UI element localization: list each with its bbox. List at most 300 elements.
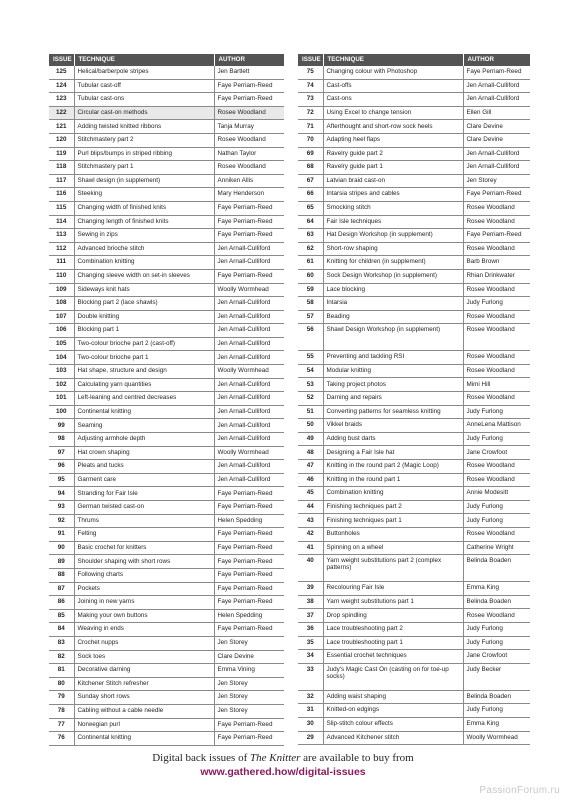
- issue-cell: 75: [298, 66, 323, 79]
- issue-cell: 94: [49, 487, 74, 501]
- author-cell: Rosee Woodland: [463, 310, 530, 324]
- author-cell: Faye Perriam-Reed: [214, 596, 284, 610]
- issue-cell: 35: [298, 636, 323, 650]
- technique-cell: Knitting in the round part 2 (Magic Loop): [323, 460, 463, 474]
- technique-cell: Hat shape, structure and design: [74, 365, 214, 379]
- issue-cell: 52: [298, 392, 323, 406]
- author-cell: Faye Perriam-Reed: [214, 93, 284, 107]
- issue-header: ISSUE: [298, 54, 323, 66]
- table-row: [49, 433, 284, 447]
- technique-cell: Latvian braid cast-on: [323, 174, 463, 188]
- author-cell: Faye Perriam-Reed: [214, 215, 284, 229]
- issue-cell: 69: [298, 147, 323, 161]
- table-row: [49, 636, 284, 650]
- table-row: [298, 595, 530, 609]
- issue-cell: 97: [49, 446, 74, 460]
- author-cell: Rosee Woodland: [463, 473, 530, 487]
- technique-cell: Converting patterns for seamless knitting: [323, 405, 463, 419]
- author-cell: Emma Vining: [214, 664, 284, 678]
- technique-cell: Blocking part 1: [74, 324, 214, 338]
- issue-cell: 79: [49, 691, 74, 705]
- author-cell: Belinda Boaden: [463, 595, 530, 609]
- issue-cell: 101: [49, 392, 74, 406]
- technique-cell: Slip-stitch colour effects: [323, 717, 463, 731]
- author-cell: Faye Perriam-Reed: [214, 541, 284, 555]
- table-row: [298, 364, 530, 378]
- table-row: [49, 691, 284, 705]
- technique-cell: Combination knitting: [323, 487, 463, 501]
- issue-cell: 45: [298, 487, 323, 501]
- issue-cell: 107: [49, 310, 74, 324]
- table-row: [298, 324, 530, 351]
- issue-cell: 80: [49, 677, 74, 691]
- author-cell: Faye Perriam-Reed: [463, 66, 530, 79]
- author-cell: Jen Arnall-Culliford: [214, 433, 284, 447]
- technique-cell: Basic crochet for knitters: [74, 541, 214, 555]
- issue-cell: 84: [49, 623, 74, 637]
- index-table-left-body: [49, 66, 284, 745]
- issue-cell: 70: [298, 133, 323, 147]
- issue-cell: 37: [298, 609, 323, 623]
- author-cell: AnneLena Mattison: [463, 419, 530, 433]
- author-cell: Faye Perriam-Reed: [214, 229, 284, 243]
- author-cell: Rosee Woodland: [463, 351, 530, 365]
- author-cell: Jen Arnall-Culliford: [214, 419, 284, 433]
- issue-cell: 40: [298, 555, 323, 582]
- index-table-right: [298, 54, 530, 745]
- table-row: [49, 188, 284, 202]
- issue-cell: 47: [298, 460, 323, 474]
- table-row: [49, 419, 284, 433]
- table-row: [49, 215, 284, 229]
- author-header: AUTHOR: [463, 54, 530, 66]
- technique-cell: Tubular cast-off: [74, 79, 214, 93]
- issue-cell: 99: [49, 419, 74, 433]
- issue-cell: 119: [49, 147, 74, 161]
- technique-cell: Essential crochet techniques: [323, 650, 463, 664]
- table-row: [298, 473, 530, 487]
- table-row: [298, 663, 530, 690]
- issue-cell: 86: [49, 596, 74, 610]
- technique-cell: Recolouring Fair Isle: [323, 582, 463, 596]
- issue-cell: 93: [49, 501, 74, 515]
- author-cell: Judy Furlong: [463, 704, 530, 718]
- technique-cell: Continental knitting: [74, 732, 214, 746]
- table-row: [298, 704, 530, 718]
- author-cell: Rosee Woodland: [214, 133, 284, 147]
- issue-cell: 32: [298, 690, 323, 704]
- issue-cell: 109: [49, 283, 74, 297]
- issue-cell: 30: [298, 717, 323, 731]
- technique-cell: Darning and repairs: [323, 392, 463, 406]
- author-cell: Faye Perriam-Reed: [214, 718, 284, 732]
- table-row: [298, 174, 530, 188]
- issue-cell: 72: [298, 106, 323, 120]
- table-row: [298, 351, 530, 365]
- issue-cell: 89: [49, 555, 74, 569]
- author-cell: Faye Perriam-Reed: [214, 487, 284, 501]
- author-cell: Belinda Boaden: [463, 690, 530, 704]
- table-row: [49, 732, 284, 746]
- author-cell: Rosee Woodland: [463, 283, 530, 297]
- technique-cell: Short-row shaping: [323, 242, 463, 256]
- author-cell: Jen Arnall-Culliford: [214, 297, 284, 311]
- issue-cell: 74: [298, 79, 323, 93]
- technique-cell: Crochet nupps: [74, 636, 214, 650]
- table-row: [298, 446, 530, 460]
- technique-cell: Spinning on a wheel: [323, 541, 463, 555]
- table-header-row: [49, 54, 284, 66]
- index-table-right-body: [298, 66, 530, 745]
- technique-cell: Sideways knit hats: [74, 283, 214, 297]
- table-row: [49, 664, 284, 678]
- author-cell: Woolly Wormhead: [214, 446, 284, 460]
- issue-cell: 120: [49, 133, 74, 147]
- table-row: [298, 66, 530, 79]
- table-row: [298, 650, 530, 664]
- technique-cell: Kitchener Stitch refresher: [74, 677, 214, 691]
- technique-cell: Intarsia stripes and cables: [323, 188, 463, 202]
- issue-cell: 112: [49, 242, 74, 256]
- issue-cell: 61: [298, 256, 323, 270]
- technique-cell: Cabling without a cable needle: [74, 704, 214, 718]
- table-row: [49, 378, 284, 392]
- table-row: [298, 229, 530, 243]
- technique-cell: Adapting heel flaps: [323, 133, 463, 147]
- author-cell: Faye Perriam-Reed: [214, 732, 284, 746]
- author-cell: Jen Arnall-Culliford: [214, 460, 284, 474]
- magazine-title: The Knitter: [250, 752, 301, 764]
- issue-cell: 51: [298, 405, 323, 419]
- technique-cell: Changing colour with Photoshop: [323, 66, 463, 79]
- technique-cell: Taking project photos: [323, 378, 463, 392]
- issue-cell: 96: [49, 460, 74, 474]
- table-row: [298, 188, 530, 202]
- issue-cell: 104: [49, 351, 74, 365]
- issue-cell: 98: [49, 433, 74, 447]
- author-cell: Belinda Boaden: [463, 555, 530, 582]
- technique-cell: Norwegian purl: [74, 718, 214, 732]
- table-row: [298, 432, 530, 446]
- author-cell: Annie Modesitt: [463, 487, 530, 501]
- issue-cell: 66: [298, 188, 323, 202]
- table-row: [49, 365, 284, 379]
- issue-header: ISSUE: [49, 54, 74, 66]
- technique-cell: Lace blocking: [323, 283, 463, 297]
- author-cell: Judy Furlong: [463, 297, 530, 311]
- author-cell: Mimi Hill: [463, 378, 530, 392]
- issue-cell: 88: [49, 568, 74, 582]
- technique-cell: Buttonholes: [323, 528, 463, 542]
- table-row: [298, 93, 530, 107]
- table-row: [49, 106, 284, 120]
- issue-cell: 57: [298, 310, 323, 324]
- issue-cell: 124: [49, 79, 74, 93]
- author-cell: Judy Furlong: [463, 432, 530, 446]
- footer-note-suffix: are available to buy from: [300, 752, 414, 764]
- technique-cell: Modular knitting: [323, 364, 463, 378]
- table-row: [49, 310, 284, 324]
- author-cell: Woolly Wormhead: [214, 283, 284, 297]
- author-cell: Rhian Drinkwater: [463, 269, 530, 283]
- author-cell: Clare Devine: [463, 133, 530, 147]
- technique-cell: Hat crown shaping: [74, 446, 214, 460]
- author-cell: Jen Arnall-Culliford: [463, 79, 530, 93]
- technique-cell: Making your own buttons: [74, 609, 214, 623]
- technique-cell: Smocking stitch: [323, 201, 463, 215]
- author-cell: Rosee Woodland: [463, 460, 530, 474]
- table-row: [298, 690, 530, 704]
- issue-cell: 33: [298, 663, 323, 690]
- issue-cell: 31: [298, 704, 323, 718]
- table-row: [298, 201, 530, 215]
- author-cell: Jen Arnall-Culliford: [214, 310, 284, 324]
- technique-cell: Vikkel braids: [323, 419, 463, 433]
- issue-cell: 115: [49, 201, 74, 215]
- technique-cell: Changing sleeve width on set-in sleeves: [74, 269, 214, 283]
- technique-cell: Adding bust darts: [323, 432, 463, 446]
- index-table-left: [49, 54, 284, 746]
- issue-cell: 65: [298, 201, 323, 215]
- issue-cell: 76: [49, 732, 74, 746]
- author-cell: Rosee Woodland: [463, 201, 530, 215]
- table-row: [298, 269, 530, 283]
- issue-cell: 106: [49, 324, 74, 338]
- issue-cell: 55: [298, 351, 323, 365]
- technique-cell: Weaving in ends: [74, 623, 214, 637]
- table-row: [298, 514, 530, 528]
- technique-cell: Cast-offs: [323, 79, 463, 93]
- technique-cell: Yarn weight substitutions part 1: [323, 595, 463, 609]
- technique-cell: Drop spindling: [323, 609, 463, 623]
- table-row: [49, 161, 284, 175]
- technique-cell: Helical/barberpole stripes: [74, 66, 214, 79]
- table-row: [49, 147, 284, 161]
- issue-cell: 48: [298, 446, 323, 460]
- technique-cell: Preventing and tackling RSI: [323, 351, 463, 365]
- technique-cell: Pleats and tucks: [74, 460, 214, 474]
- author-cell: Rosee Woodland: [463, 215, 530, 229]
- table-row: [49, 351, 284, 365]
- footer-note: [0, 752, 566, 764]
- technique-cell: Pockets: [74, 582, 214, 596]
- technique-cell: Stitchmastery part 1: [74, 161, 214, 175]
- technique-cell: Changing length of finished knits: [74, 215, 214, 229]
- issue-cell: 54: [298, 364, 323, 378]
- table-row: [49, 568, 284, 582]
- technique-cell: Intarsia: [323, 297, 463, 311]
- technique-cell: Adding waist shaping: [323, 690, 463, 704]
- author-cell: Barb Brown: [463, 256, 530, 270]
- author-cell: Helen Spedding: [214, 514, 284, 528]
- table-row: [49, 392, 284, 406]
- technique-cell: Knitting for children (in supplement): [323, 256, 463, 270]
- technique-cell: Fair Isle techniques: [323, 215, 463, 229]
- author-cell: Faye Perriam-Reed: [214, 201, 284, 215]
- author-cell: Faye Perriam-Reed: [463, 188, 530, 202]
- table-row: [298, 622, 530, 636]
- issue-cell: 92: [49, 514, 74, 528]
- issue-cell: 64: [298, 215, 323, 229]
- technique-cell: Two-colour brioche part 1: [74, 351, 214, 365]
- table-row: [49, 405, 284, 419]
- author-cell: Clare Devine: [463, 120, 530, 134]
- table-row: [49, 555, 284, 569]
- issue-cell: 108: [49, 297, 74, 311]
- issue-cell: 121: [49, 120, 74, 134]
- issue-cell: 83: [49, 636, 74, 650]
- issue-cell: 41: [298, 541, 323, 555]
- table-row: [298, 717, 530, 731]
- author-cell: Emma King: [463, 582, 530, 596]
- table-row: [49, 514, 284, 528]
- author-cell: Faye Perriam-Reed: [214, 623, 284, 637]
- issue-cell: 105: [49, 337, 74, 351]
- technique-cell: Continental knitting: [74, 405, 214, 419]
- issue-cell: 46: [298, 473, 323, 487]
- author-cell: Jen Storey: [463, 174, 530, 188]
- author-cell: Rosee Woodland: [463, 364, 530, 378]
- technique-cell: Beading: [323, 310, 463, 324]
- table-row: [298, 147, 530, 161]
- table-row: [298, 161, 530, 175]
- table-row: [298, 79, 530, 93]
- technique-cell: Shoulder shaping with short rows: [74, 555, 214, 569]
- table-row: [49, 229, 284, 243]
- issue-cell: 50: [298, 419, 323, 433]
- author-cell: Rosee Woodland: [463, 242, 530, 256]
- table-row: [49, 609, 284, 623]
- author-cell: Rosee Woodland: [463, 324, 530, 351]
- author-cell: Catherine Wright: [463, 541, 530, 555]
- table-row: [298, 256, 530, 270]
- technique-cell: Afterthought and short-row sock heels: [323, 120, 463, 134]
- issue-cell: 123: [49, 93, 74, 107]
- issue-cell: 114: [49, 215, 74, 229]
- table-row: [49, 473, 284, 487]
- table-row: [49, 201, 284, 215]
- issue-cell: 78: [49, 704, 74, 718]
- table-row: [49, 174, 284, 188]
- issue-cell: 29: [298, 731, 323, 745]
- technique-cell: Changing width of finished knits: [74, 201, 214, 215]
- table-header-row: [298, 54, 530, 66]
- issue-cell: 56: [298, 324, 323, 351]
- technique-cell: Sock toes: [74, 650, 214, 664]
- technique-index: [49, 54, 530, 744]
- issue-cell: 87: [49, 582, 74, 596]
- technique-cell: Decorative darning: [74, 664, 214, 678]
- issue-cell: 95: [49, 473, 74, 487]
- table-row: [298, 582, 530, 596]
- table-row: [49, 541, 284, 555]
- table-row: [49, 337, 284, 351]
- technique-cell: Following charts: [74, 568, 214, 582]
- author-cell: Faye Perriam-Reed: [214, 582, 284, 596]
- author-cell: Jen Bartlett: [214, 66, 284, 79]
- table-row: [298, 460, 530, 474]
- technique-cell: Seaming: [74, 419, 214, 433]
- technique-cell: Advanced Kitchener stitch: [323, 731, 463, 745]
- author-cell: Judy Furlong: [463, 622, 530, 636]
- issue-cell: 63: [298, 229, 323, 243]
- issue-cell: 49: [298, 432, 323, 446]
- author-cell: Faye Perriam-Reed: [214, 568, 284, 582]
- technique-cell: Combination knitting: [74, 256, 214, 270]
- technique-cell: Sunday short rows: [74, 691, 214, 705]
- technique-cell: Cast-ons: [323, 93, 463, 107]
- table-row: [49, 582, 284, 596]
- table-row: [49, 133, 284, 147]
- technique-cell: Hat Design Workshop (in supplement): [323, 229, 463, 243]
- author-cell: Mary Henderson: [214, 188, 284, 202]
- issue-cell: 59: [298, 283, 323, 297]
- issue-cell: 122: [49, 106, 74, 120]
- technique-cell: Blocking part 2 (lace shawls): [74, 297, 214, 311]
- table-row: [49, 528, 284, 542]
- issue-cell: 60: [298, 269, 323, 283]
- technique-cell: Joining in new yarns: [74, 596, 214, 610]
- author-cell: Faye Perriam-Reed: [214, 501, 284, 515]
- technique-cell: Lace troubleshooting part 1: [323, 636, 463, 650]
- author-cell: Jen Arnall-Culliford: [214, 392, 284, 406]
- table-row: [298, 133, 530, 147]
- issue-cell: 117: [49, 174, 74, 188]
- table-row: [298, 120, 530, 134]
- author-cell: Jen Storey: [214, 636, 284, 650]
- digital-issues-link[interactable]: www.gathered.how/digital-issues: [200, 766, 366, 778]
- table-row: [298, 419, 530, 433]
- table-row: [49, 650, 284, 664]
- technique-cell: Shawl design (in supplement): [74, 174, 214, 188]
- issue-cell: 116: [49, 188, 74, 202]
- issue-cell: 125: [49, 66, 74, 79]
- issue-cell: 42: [298, 528, 323, 542]
- author-cell: Jen Storey: [214, 677, 284, 691]
- author-cell: Jen Arnall-Culliford: [463, 161, 530, 175]
- author-cell: Jen Arnall-Culliford: [463, 93, 530, 107]
- table-row: [49, 460, 284, 474]
- author-cell: Jen Storey: [214, 704, 284, 718]
- table-row: [49, 704, 284, 718]
- table-row: [298, 487, 530, 501]
- author-cell: Woolly Wormhead: [463, 731, 530, 745]
- table-row: [298, 283, 530, 297]
- author-cell: Faye Perriam-Reed: [463, 229, 530, 243]
- author-cell: Jen Arnall-Culliford: [214, 473, 284, 487]
- table-row: [49, 677, 284, 691]
- technique-cell: Thrums: [74, 514, 214, 528]
- technique-header: TECHNIQUE: [74, 54, 214, 66]
- issue-cell: 58: [298, 297, 323, 311]
- issue-cell: 43: [298, 514, 323, 528]
- author-cell: Anniken Allis: [214, 174, 284, 188]
- technique-cell: Left-leaning and centred decreases: [74, 392, 214, 406]
- author-cell: Nathan Taylor: [214, 147, 284, 161]
- author-cell: Judy Furlong: [463, 514, 530, 528]
- table-row: [49, 79, 284, 93]
- author-cell: Jen Arnall-Culliford: [463, 147, 530, 161]
- table-row: [298, 242, 530, 256]
- technique-cell: Tubular cast-ons: [74, 93, 214, 107]
- technique-cell: Purl blips/bumps in striped ribbing: [74, 147, 214, 161]
- technique-cell: Knitting in the round part 1: [323, 473, 463, 487]
- table-row: [49, 324, 284, 338]
- issue-cell: 113: [49, 229, 74, 243]
- technique-cell: Stitchmastery part 2: [74, 133, 214, 147]
- issue-cell: 90: [49, 541, 74, 555]
- author-cell: Jen Arnall-Culliford: [214, 405, 284, 419]
